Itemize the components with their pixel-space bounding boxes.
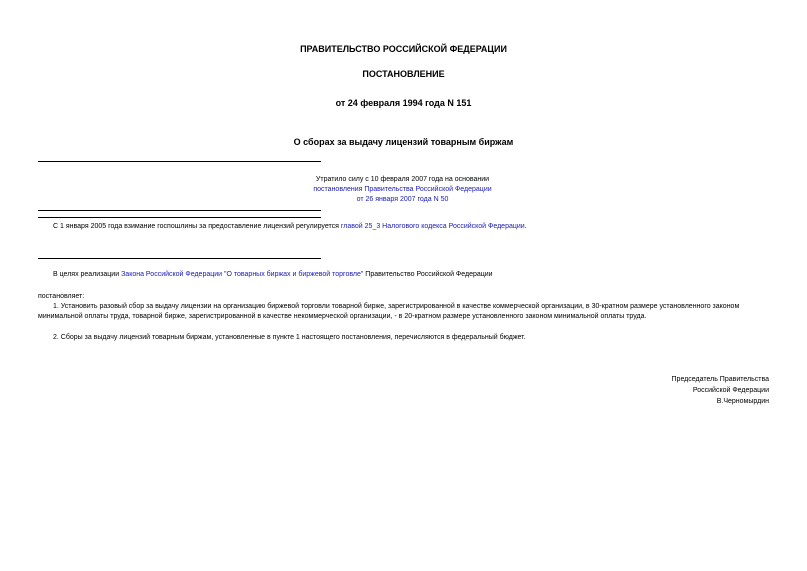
document-type: ПОСТАНОВЛЕНИЕ <box>362 69 445 79</box>
divider-line <box>38 161 321 162</box>
tax-code-link[interactable]: главой 25_3 Налогового кодекса Российской Федерации <box>340 223 525 230</box>
signature-name: В.Черномырдин <box>716 398 769 405</box>
preamble-text: В целях реализации <box>53 271 122 278</box>
lost-force-link-date[interactable]: от 26 января 2007 года N 50 <box>356 196 449 203</box>
lost-force-link-decree[interactable]: постановления Правительства Российской Федерации <box>313 186 492 193</box>
item-1: 1. Установить разовый сбор за выдачу лицензии на организацию биржевой торговли товарной бирже, зарегистрированной в качестве коммерческой организации, в 30-кратном размере установленного законом минимальной оплаты труда, товарной бирже, зарегистрированной в качестве некоммерческой организации, - в 20-кратном размере установленного законом минимальной оплаты труда. <box>38 303 740 320</box>
preamble-end: Правительство Российской Федерации <box>363 271 493 278</box>
item-2: 2. Сборы за выдачу лицензий товарным биржам, установленные в пункте 1 настоящего постановления, перечисляются в федеральный бюджет. <box>53 334 526 341</box>
tax-note-text: С 1 января 2005 года взимание госпошлины за предоставление лицензий регулируется <box>53 223 341 230</box>
lost-force-notice <box>210 175 595 205</box>
law-link[interactable]: Закона Российской Федерации "О товарных биржах и биржевой торговле" <box>121 271 364 278</box>
divider-line <box>38 258 321 259</box>
signature-block <box>672 374 769 407</box>
document-date-number: от 24 февраля 1994 года N 151 <box>335 98 472 108</box>
divider-line <box>38 217 321 218</box>
government-heading: ПРАВИТЕЛЬСТВО РОССИЙСКОЙ ФЕДЕРАЦИИ <box>300 44 507 54</box>
decree-word: постановляет: <box>38 293 85 300</box>
document-title: О сборах за выдачу лицензий товарным биржам <box>293 137 514 147</box>
lost-force-text: Утратило силу с 10 февраля 2007 года на основании <box>315 176 490 183</box>
tax-note-end: . <box>524 223 527 230</box>
divider-line <box>38 210 321 211</box>
preamble <box>38 270 770 280</box>
tax-note <box>38 222 770 232</box>
signature-country: Российской Федерации <box>692 387 769 394</box>
signature-position: Председатель Правительства <box>671 376 769 383</box>
